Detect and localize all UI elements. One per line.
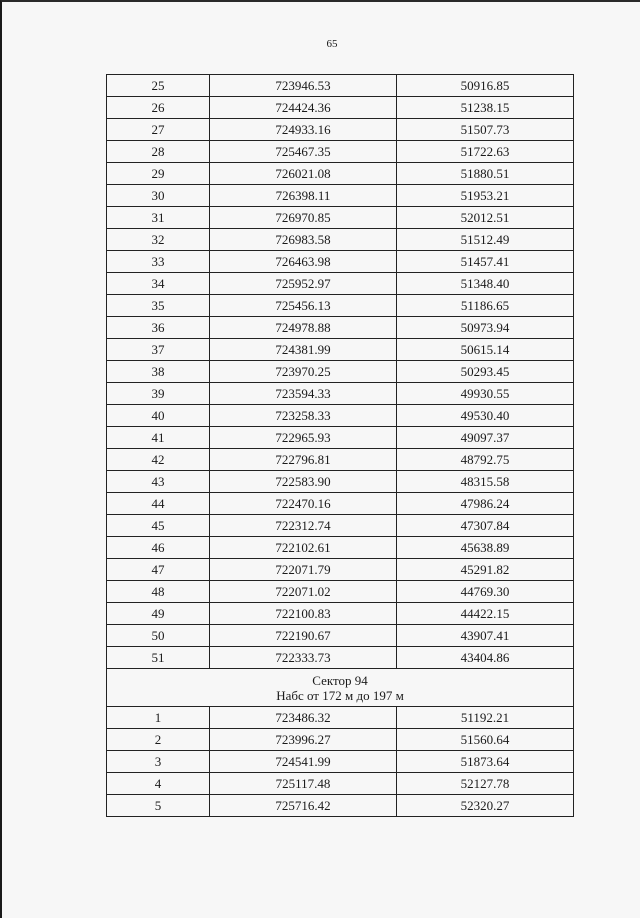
table-row — [107, 339, 574, 361]
x-coordinate-cell: 724978.88 — [210, 317, 397, 339]
y-coordinate-cell: 51457.41 — [397, 251, 574, 273]
table-row — [107, 751, 574, 773]
table-row — [107, 537, 574, 559]
point-number-cell: 1 — [107, 707, 210, 729]
point-number-cell: 48 — [107, 581, 210, 603]
page-number: 65 — [326, 38, 338, 50]
y-coordinate-cell: 43907.41 — [397, 625, 574, 647]
point-number-cell: 3 — [107, 751, 210, 773]
x-coordinate-cell: 725467.35 — [210, 141, 397, 163]
y-coordinate-cell: 47307.84 — [397, 515, 574, 537]
x-coordinate-cell: 722190.67 — [210, 625, 397, 647]
point-number-cell: 5 — [107, 795, 210, 817]
table-row — [107, 163, 574, 185]
table-row — [107, 185, 574, 207]
point-number-cell: 32 — [107, 229, 210, 251]
point-number-cell: 28 — [107, 141, 210, 163]
coordinates-table-body-top — [107, 75, 574, 669]
x-coordinate-cell: 722470.16 — [210, 493, 397, 515]
x-coordinate-cell: 722071.02 — [210, 581, 397, 603]
x-coordinate-cell: 722333.73 — [210, 647, 397, 669]
x-coordinate-cell: 722071.79 — [210, 559, 397, 581]
table-row — [107, 317, 574, 339]
y-coordinate-cell: 48315.58 — [397, 471, 574, 493]
y-coordinate-cell: 50293.45 — [397, 361, 574, 383]
point-number-cell: 51 — [107, 647, 210, 669]
table-row — [107, 471, 574, 493]
y-coordinate-cell: 50973.94 — [397, 317, 574, 339]
table-row — [107, 383, 574, 405]
point-number-cell: 2 — [107, 729, 210, 751]
table-row — [107, 515, 574, 537]
y-coordinate-cell: 51880.51 — [397, 163, 574, 185]
y-coordinate-cell: 45638.89 — [397, 537, 574, 559]
table-row — [107, 603, 574, 625]
point-number-cell: 42 — [107, 449, 210, 471]
table-row — [107, 729, 574, 751]
point-number-cell: 44 — [107, 493, 210, 515]
table-row — [107, 273, 574, 295]
x-coordinate-cell: 722583.90 — [210, 471, 397, 493]
y-coordinate-cell: 49097.37 — [397, 427, 574, 449]
x-coordinate-cell: 723486.32 — [210, 707, 397, 729]
point-number-cell: 40 — [107, 405, 210, 427]
x-coordinate-cell: 723594.33 — [210, 383, 397, 405]
y-coordinate-cell: 51722.63 — [397, 141, 574, 163]
y-coordinate-cell: 45291.82 — [397, 559, 574, 581]
y-coordinate-cell: 52012.51 — [397, 207, 574, 229]
x-coordinate-cell: 723996.27 — [210, 729, 397, 751]
y-coordinate-cell: 43404.86 — [397, 647, 574, 669]
point-number-cell: 37 — [107, 339, 210, 361]
x-coordinate-cell: 726983.58 — [210, 229, 397, 251]
table-row — [107, 707, 574, 729]
x-coordinate-cell: 724541.99 — [210, 751, 397, 773]
sector-header-row — [107, 669, 574, 707]
x-coordinate-cell: 725456.13 — [210, 295, 397, 317]
table-row — [107, 97, 574, 119]
point-number-cell: 38 — [107, 361, 210, 383]
y-coordinate-cell: 51560.64 — [397, 729, 574, 751]
table-row — [107, 141, 574, 163]
table-row — [107, 295, 574, 317]
point-number-cell: 31 — [107, 207, 210, 229]
table-row — [107, 581, 574, 603]
x-coordinate-cell: 722100.83 — [210, 603, 397, 625]
sector-header — [107, 669, 574, 707]
point-number-cell: 49 — [107, 603, 210, 625]
point-number-cell: 50 — [107, 625, 210, 647]
sector-header-cell — [107, 669, 574, 707]
y-coordinate-cell: 51192.21 — [397, 707, 574, 729]
table-row — [107, 251, 574, 273]
x-coordinate-cell: 723946.53 — [210, 75, 397, 97]
y-coordinate-cell: 49530.40 — [397, 405, 574, 427]
sector-title: Сектор 94 — [312, 672, 368, 688]
point-number-cell: 30 — [107, 185, 210, 207]
table-row — [107, 75, 574, 97]
x-coordinate-cell: 724933.16 — [210, 119, 397, 141]
y-coordinate-cell: 52320.27 — [397, 795, 574, 817]
point-number-cell: 41 — [107, 427, 210, 449]
y-coordinate-cell: 49930.55 — [397, 383, 574, 405]
x-coordinate-cell: 725952.97 — [210, 273, 397, 295]
coordinates-table-body-bottom — [107, 707, 574, 817]
y-coordinate-cell: 48792.75 — [397, 449, 574, 471]
y-coordinate-cell: 50916.85 — [397, 75, 574, 97]
table-row — [107, 207, 574, 229]
y-coordinate-cell: 51348.40 — [397, 273, 574, 295]
y-coordinate-cell: 51512.49 — [397, 229, 574, 251]
point-number-cell: 43 — [107, 471, 210, 493]
x-coordinate-cell: 726970.85 — [210, 207, 397, 229]
point-number-cell: 4 — [107, 773, 210, 795]
y-coordinate-cell: 51507.73 — [397, 119, 574, 141]
point-number-cell: 33 — [107, 251, 210, 273]
table-row — [107, 559, 574, 581]
point-number-cell: 26 — [107, 97, 210, 119]
x-coordinate-cell: 723970.25 — [210, 361, 397, 383]
point-number-cell: 25 — [107, 75, 210, 97]
table-row — [107, 427, 574, 449]
table-row — [107, 647, 574, 669]
table-row — [107, 625, 574, 647]
x-coordinate-cell: 722796.81 — [210, 449, 397, 471]
y-coordinate-cell: 51238.15 — [397, 97, 574, 119]
x-coordinate-cell: 726021.08 — [210, 163, 397, 185]
y-coordinate-cell: 50615.14 — [397, 339, 574, 361]
point-number-cell: 35 — [107, 295, 210, 317]
x-coordinate-cell: 722102.61 — [210, 537, 397, 559]
y-coordinate-cell: 44422.15 — [397, 603, 574, 625]
y-coordinate-cell: 51953.21 — [397, 185, 574, 207]
point-number-cell: 27 — [107, 119, 210, 141]
x-coordinate-cell: 722312.74 — [210, 515, 397, 537]
x-coordinate-cell: 724381.99 — [210, 339, 397, 361]
point-number-cell: 34 — [107, 273, 210, 295]
x-coordinate-cell: 724424.36 — [210, 97, 397, 119]
x-coordinate-cell: 723258.33 — [210, 405, 397, 427]
table-row — [107, 361, 574, 383]
table-row — [107, 119, 574, 141]
x-coordinate-cell: 726463.98 — [210, 251, 397, 273]
point-number-cell: 39 — [107, 383, 210, 405]
point-number-cell: 45 — [107, 515, 210, 537]
table-row — [107, 795, 574, 817]
sector-subtitle: Набс от 172 м до 197 м — [276, 687, 404, 703]
y-coordinate-cell: 52127.78 — [397, 773, 574, 795]
y-coordinate-cell: 47986.24 — [397, 493, 574, 515]
point-number-cell: 36 — [107, 317, 210, 339]
point-number-cell: 29 — [107, 163, 210, 185]
y-coordinate-cell: 44769.30 — [397, 581, 574, 603]
x-coordinate-cell: 726398.11 — [210, 185, 397, 207]
point-number-cell: 47 — [107, 559, 210, 581]
table-row — [107, 773, 574, 795]
table-row — [107, 229, 574, 251]
table-row — [107, 449, 574, 471]
y-coordinate-cell: 51873.64 — [397, 751, 574, 773]
point-number-cell: 46 — [107, 537, 210, 559]
table-row — [107, 405, 574, 427]
y-coordinate-cell: 51186.65 — [397, 295, 574, 317]
coordinates-table — [106, 74, 574, 817]
x-coordinate-cell: 725716.42 — [210, 795, 397, 817]
x-coordinate-cell: 725117.48 — [210, 773, 397, 795]
x-coordinate-cell: 722965.93 — [210, 427, 397, 449]
table-row — [107, 493, 574, 515]
